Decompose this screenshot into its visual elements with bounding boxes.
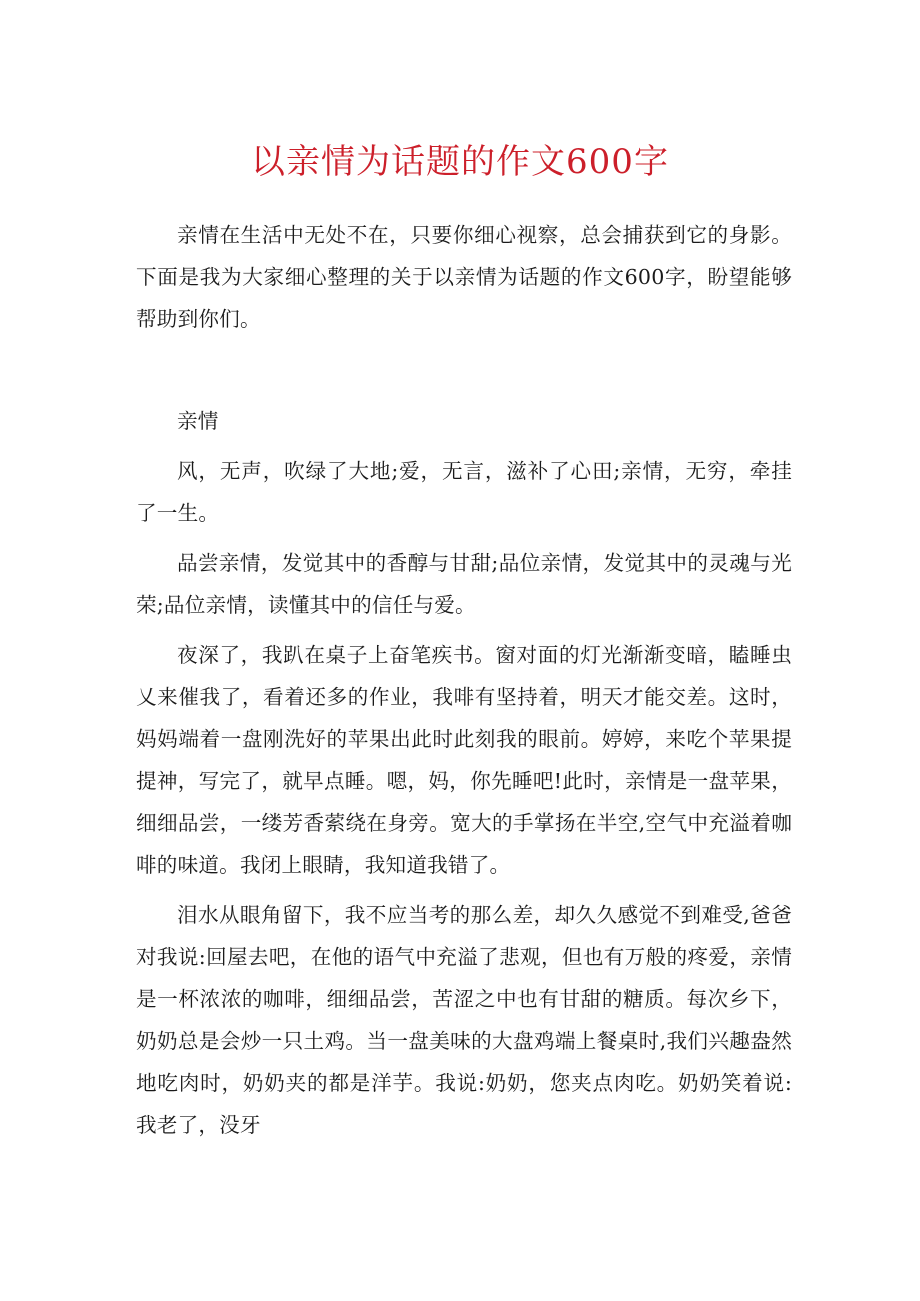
intro-paragraph: 亲情在生活中无处不在，只要你细心视察，总会捕获到它的身影。下面是我为大家细心整理的关于以亲情为话题的作文600字，盼望能够帮助到你们。 (136, 223, 792, 331)
body-paragraph-2: 品尝亲情，发觉其中的香醇与甘甜;品位亲情，发觉其中的灵魂与光荣;品位亲情，读懂其中的信任与爱。 (136, 551, 792, 617)
body-paragraph-3: 夜深了，我趴在桌子上奋笔疾书。窗对面的灯光渐渐变暗，瞌睡虫乂来催我了，看着还多的作业，我啡有坚持着，明天才能交差。这时，妈妈端着一盘刚洗好的苹果出此时此刻我的眼前。婷婷，来吃个苹果提提神，写完了，就早点睡。嗯，妈，你先睡吧!此时，亲情是一盘苹果，细细品尝，一缕芳香萦绕在身旁。宽大的手掌扬在半空,空气中充溢着咖啡的味道。我闭上眼睛，我知道我错了。 (136, 643, 792, 877)
document-title: 以亲情为话题的作文600字 (251, 142, 669, 182)
document-body (136, 214, 792, 1154)
section-heading: 亲情 (177, 409, 219, 433)
body-paragraph-4: 泪水从眼角留下，我不应当考的那么差，却久久感觉不到难受,爸爸对我说:回屋去吧，在他的语气中充溢了悲观，但也有万般的疼爱，亲情是一杯浓浓的咖啡，细细品尝，苦涩之中也有甘甜的糖质。每次乡下，奶奶总是会炒一只土鸡。当一盘美味的大盘鸡端上餐桌时,我们兴趣盎然地吃肉时，奶奶夹的都是洋芋。我说:奶奶，您夹点肉吃。奶奶笑着说:我老了，没牙 (136, 903, 792, 1137)
body-paragraph-1: 风，无声，吹绿了大地;爱，无言，滋补了心田;亲情，无穷，牵挂了一生。 (136, 459, 792, 525)
